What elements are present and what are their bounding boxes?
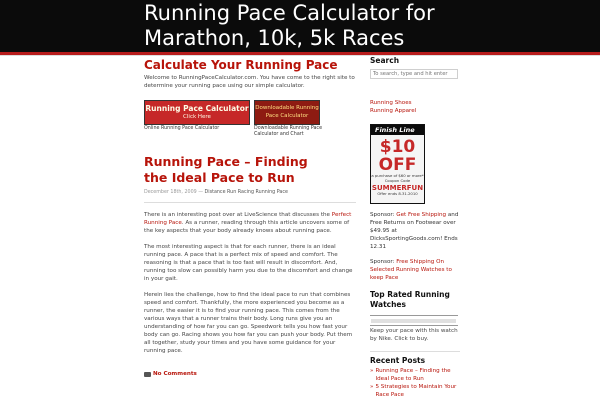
bullet-icon: » <box>370 368 374 374</box>
search-input[interactable] <box>370 69 458 79</box>
list-item <box>370 367 460 383</box>
search-heading: Search <box>370 56 400 65</box>
post-date: December 18th, 2009 <box>144 190 197 195</box>
banner-line1: Running Pace Calculator <box>145 104 249 113</box>
sidebar <box>370 56 460 399</box>
ad-coupon-code: SUMMERFUN <box>371 184 424 192</box>
bullet-icon: » <box>370 384 374 390</box>
category-link[interactable]: Racing <box>237 190 255 195</box>
sponsor-dicks <box>370 211 460 251</box>
post-title[interactable]: Running Pace – Finding the Ideal Pace to Run <box>144 154 308 185</box>
post-paragraph-1 <box>144 211 356 235</box>
link-running-shoes[interactable]: Running Shoes <box>370 100 412 106</box>
banner-caption: Downloadable Running Pace Calculator and Chart <box>254 126 323 137</box>
online-calculator-image[interactable] <box>144 100 250 125</box>
recent-posts-list <box>370 367 460 399</box>
post-categories <box>205 190 288 195</box>
comments-label: No Comments <box>153 371 197 377</box>
sponsor-text: and Free Returns on Footwear over $49.95 at DicksSportingGoods.com! Ends 12.31 <box>370 212 459 250</box>
ad-terms: a purchase of $60 or more* <box>371 173 424 178</box>
banner-row <box>144 100 356 138</box>
banner-online-calculator[interactable] <box>144 100 250 132</box>
category-link[interactable]: Distance Run <box>204 190 237 195</box>
banner-caption: Online Running Pace Calculator <box>144 126 220 131</box>
banner-line2: Click Here <box>183 114 211 120</box>
comment-bubble-icon <box>144 372 151 377</box>
finish-line-logo: Finish Line <box>371 125 424 135</box>
comments-link[interactable] <box>144 371 356 377</box>
list-item <box>370 383 460 399</box>
ad-expiry: Offer ends 8.31.2010 <box>377 191 418 196</box>
site-title-line2: Marathon, 10k, 5k Races <box>144 26 405 50</box>
sidebar-links <box>370 99 460 115</box>
watches-shipping-link[interactable]: Free Shipping On Selected Running Watches to keep Pace <box>370 259 452 281</box>
ad-coupon-label: Coupon Code <box>384 177 411 183</box>
sponsor-label: Sponsor: <box>370 212 397 218</box>
site-title-line1: Running Pace Calculator for <box>144 1 435 25</box>
intro-text: Welcome to RunningPaceCalculator.com. You have come to the right site to determine your running pace using our simple calculator. <box>144 75 355 89</box>
banner-line1: Downloadable Running <box>255 105 319 111</box>
link-running-apparel[interactable]: Running Apparel <box>370 108 417 114</box>
banner-line2: Pace Calculator <box>265 113 309 119</box>
post-meta <box>144 189 356 196</box>
post-divider <box>144 202 356 203</box>
page-heading[interactable]: Calculate Your Running Pace <box>144 58 338 72</box>
watch-band-image <box>371 319 456 323</box>
watch-description: Keep your pace with this watch by Nike. Click to buy. <box>370 328 458 342</box>
watch-image[interactable] <box>370 315 458 326</box>
post-paragraph-2: The most interesting aspect is that for each runner, there is an ideal running pace. A pace that is a perfect mix of speed and comfort. The reasoning is that a pace that is too fast will result in discomfort. And, running too slow can possibly harm you due to the discomfort and change in your gait. <box>144 244 353 282</box>
paragraph-text: There is an interesting post over at LiveScience that discusses the <box>144 212 332 218</box>
free-shipping-link[interactable]: Get Free Shipping <box>396 212 447 218</box>
site-title[interactable] <box>144 1 444 51</box>
meta-separator: — <box>198 190 204 195</box>
paragraph-text: . As a runner, reading through this article uncovers some of the key aspects that your body already knows about running pace. <box>144 220 350 234</box>
category-link[interactable]: Running Pace <box>255 190 288 195</box>
recent-posts-heading: Recent Posts <box>370 351 460 366</box>
ad-offer: $10 OFF <box>378 137 417 175</box>
watches-heading: Top Rated Running Watches <box>370 290 450 309</box>
sponsor-watches <box>370 258 460 282</box>
site-header <box>0 0 600 52</box>
banner-downloadable-calculator[interactable] <box>254 100 324 138</box>
post-paragraph-3: Herein lies the challenge, how to find the ideal pace to run that combines speed and comfort. Thankfully, the more experienced you become as a runner, the easier it is to find your running pace. This comes from the various ways that a runner trains their body. Long runs give you an understanding of how far you can go. Speedwork tells you how fast your body can go. Racing shows you how far you can push your body. Put them all together, study your times and you have some guidance for your running pace. <box>144 292 353 354</box>
downloadable-calculator-image[interactable] <box>254 100 320 125</box>
recent-post-link[interactable]: Running Pace – Finding the Ideal Pace to Run <box>375 368 451 382</box>
sponsor-label: Sponsor: <box>370 259 397 265</box>
main-content <box>144 56 356 377</box>
finish-line-coupon-ad[interactable] <box>370 124 425 204</box>
perfect-running-pace-link[interactable]: Perfect Running Pace <box>144 212 352 226</box>
recent-post-link[interactable]: 5 Strategies to Maintain Your Race Pace <box>375 384 457 398</box>
